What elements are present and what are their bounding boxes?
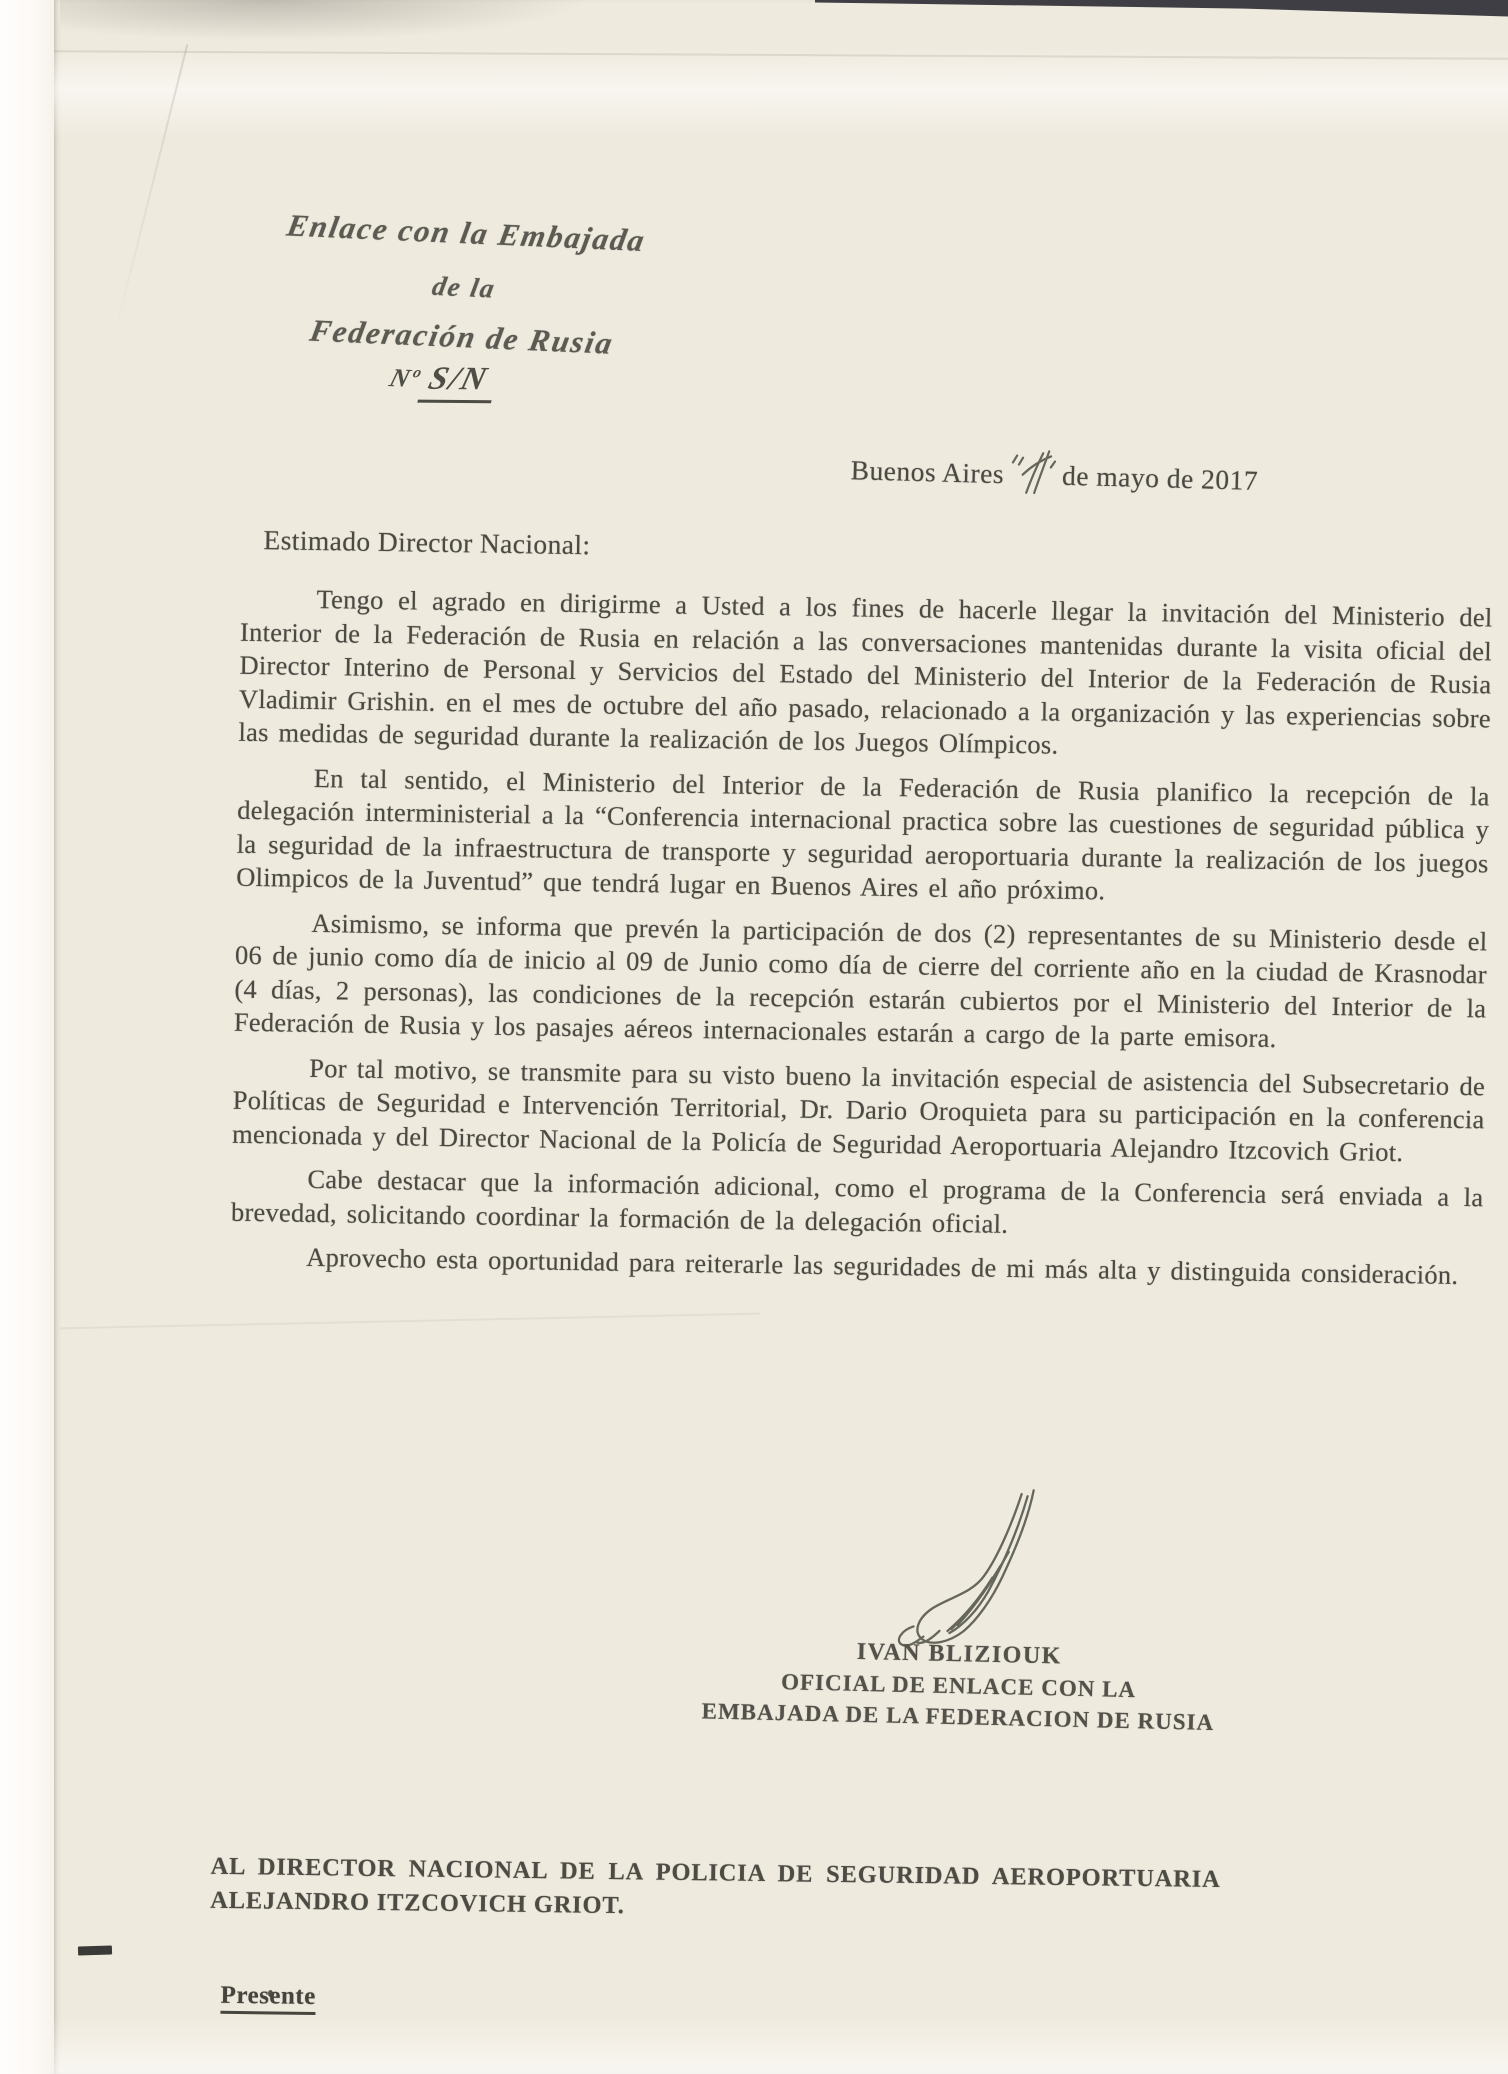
letterhead-line-3: Federación de Rusia [307,312,617,361]
paragraph-4: Por tal motivo, se transmite para su visto bueno la invitación especial de asistencia del Subsecretario de Políticas de Seguridad e Intervención Territorial, Dr. Dario Oroquieta para su participación en la conferencia mencionada y del Director Nacional de la Policía de Seguridad Aeroportuaria Alejandro Itzcovich Griot. [231,1052,1486,1167]
handwritten-day-mark [1009,447,1056,505]
paragraph-3: Asimismo, se informa que prevén la participación de dos (2) representantes de su Ministerio desde el 06 de junio como día de inicio al 09 de Junio como día de cierre del corriente año en la ciudad de Krasnodar (4 días, 2 personas), las condiciones de la recepción estarán cubiertos por el Ministerio del Interior de la Federación de Rusia y los pasajes aéreos internacionales estarán a cargo de la parte emisora. [233,907,1488,1054]
signer-name: IVAN BLIZIOUK [856,1638,1063,1670]
letter-body [230,582,1493,1304]
addressee-block [210,1853,1221,1928]
letter-number-value-handwritten: S/N [417,361,502,403]
signer-title-line-2: EMBAJADA DE LA FEDERACION DE RUSIA [701,1698,1215,1735]
letterhead-line-2: de la [429,270,499,304]
addressee-line-2: ALEJANDRO ITZCOVICH GRIOT. [210,1886,625,1920]
letter-number-label: Nº [386,363,424,394]
paragraph-2: En tal sentido, el Ministerio del Interior de la Federación de Rusia planifico la recepción de la delegación interministerial a la “Conferencia internacional practica sobre las cuestiones de seguridad pública y la seguridad de la infraestructura de transporte y seguridad aeroportuaria durante la realización de los juegos Olimpicos de la Juventud” que tendrá lugar en Buenos Aires el año próximo. [235,762,1490,906]
presente-label: Presente [220,1982,316,2015]
paragraph-5: Cabe destacar que la información adicional, como el programa de la Conferencia será enviada a la brevedad, solicitando coordinar la formación de la delegación oficial. [230,1163,1484,1239]
date-line [850,443,1259,511]
date-city: Buenos Aires [850,454,1005,490]
paragraph-1: Tengo el agrado en dirigirme a Usted a los fines de hacerle llegar la invitación del Ministerio del Interior de la Federación de Rusia en relación a las conversaciones mantenidas durante la visita oficial del Director Interino de Personal y Servicios del Estado del Ministerio del Interior de la Federación de Rusia Vladimir Grishin. en el mes de octubre del año pasado, relacionado a la organización y las experiencias sobre las medidas de seguridad durante la realización de los Juegos Olímpicos. [238,583,1493,760]
signer-title-line-1: OFICIAL DE ENLACE CON LA [780,1669,1137,1703]
letterhead-line-1: Enlace con la Embajada [284,207,649,258]
date-rest: de mayo de 2017 [1061,459,1259,496]
paragraph-6: Aprovecho esta oportunidad para reiterarle las seguridades de mi más alta y distinguida consideración. [306,1241,1459,1290]
addressee-line-1: AL DIRECTOR NACIONAL DE LA POLICIA DE SEGURIDAD AEROPORTUARIA [210,1852,1221,1893]
signature-block [658,1634,1260,1737]
salutation: Estimado Director Nacional: [263,524,591,561]
handwritten-signature [879,1480,1052,1663]
letterhead [249,206,677,412]
